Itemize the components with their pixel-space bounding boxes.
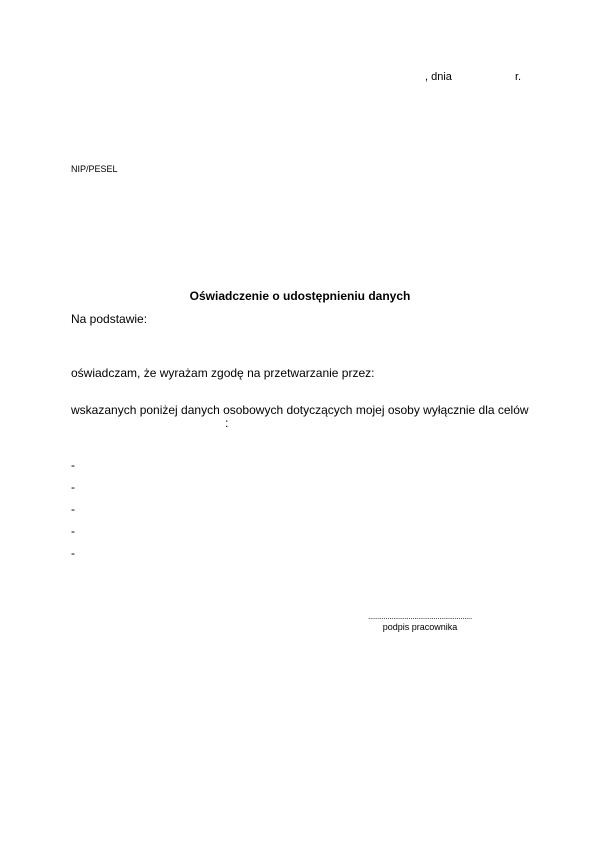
nip-pesel-label: NIP/PESEL bbox=[71, 164, 118, 174]
purpose-statement: wskazanych poniżej danych osobowych dotyczących mojej osoby wyłącznie dla celów bbox=[71, 403, 529, 417]
list-item-5: - bbox=[71, 546, 75, 560]
purpose-colon: : bbox=[225, 416, 229, 430]
basis-label: Na podstawie: bbox=[71, 312, 148, 326]
consent-statement: oświadczam, że wyrażam zgodę na przetwarzanie przez: bbox=[71, 366, 375, 380]
date-dnia-label: , dnia bbox=[425, 71, 452, 83]
signature-block bbox=[340, 612, 500, 633]
document-title: Oświadczenie o udostępnieniu danych bbox=[189, 289, 411, 303]
signature-dotted-line: ...................................................... bbox=[368, 612, 472, 621]
list-item-3: - bbox=[71, 502, 75, 516]
list-item-4: - bbox=[71, 524, 75, 538]
signature-label: podpis pracownika bbox=[382, 622, 458, 632]
year-suffix-label: r. bbox=[515, 71, 522, 83]
list-item-2: - bbox=[71, 480, 75, 494]
list-item-1: - bbox=[71, 458, 75, 472]
